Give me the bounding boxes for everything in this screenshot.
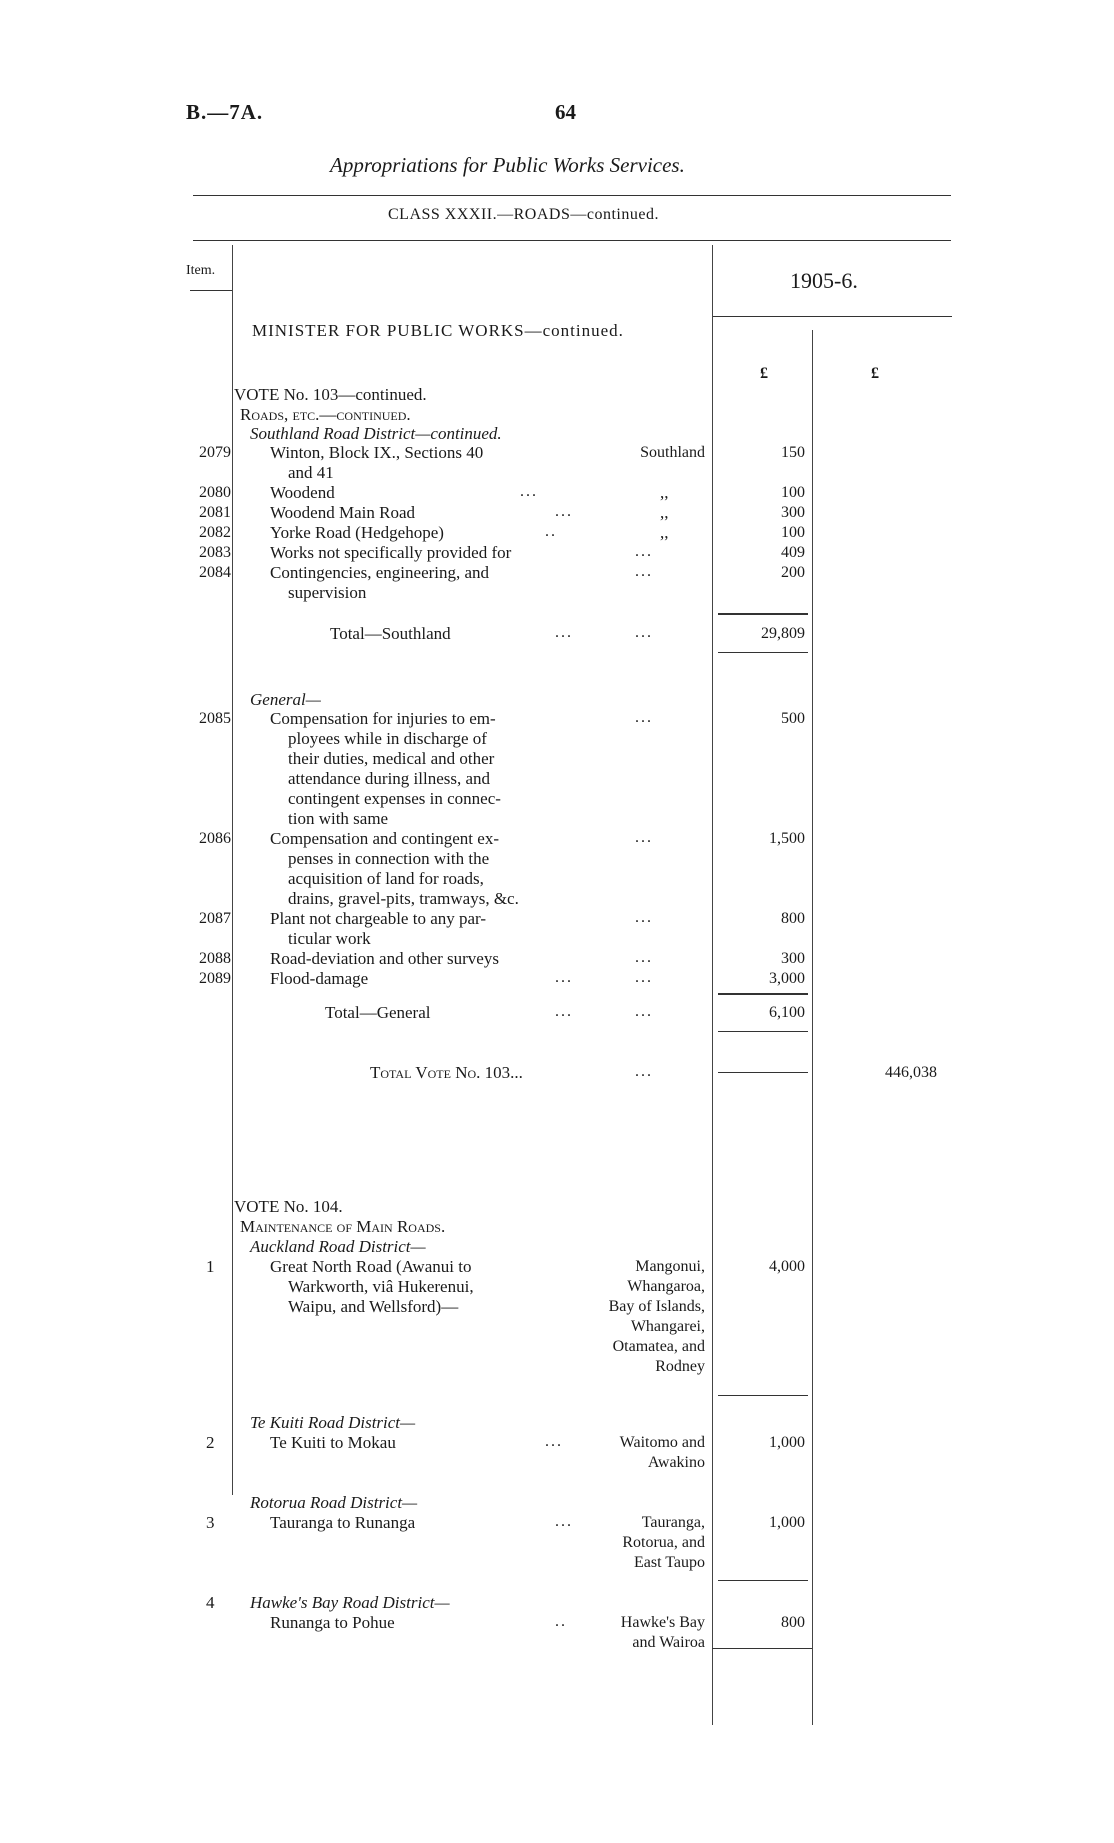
class-title: CLASS XXXII.—ROADS—continued. bbox=[388, 206, 659, 223]
subtotal-rule bbox=[718, 613, 808, 615]
divider bbox=[190, 290, 232, 291]
item-amount: 150 bbox=[781, 444, 805, 461]
item-description: Waipu, and Wellsford)— bbox=[288, 1297, 459, 1316]
item-description: Te Kuiti to Mokau bbox=[270, 1433, 396, 1452]
year-column-header: 1905-6. bbox=[790, 268, 858, 293]
item-description: drains, gravel-pits, tramways, &c. bbox=[288, 889, 519, 908]
vote-title: VOTE No. 104. bbox=[234, 1197, 343, 1216]
leader-dots: ... bbox=[635, 949, 653, 966]
item-amount: 1,500 bbox=[769, 830, 805, 847]
item-description: Tauranga to Runanga bbox=[270, 1513, 416, 1532]
item-location: ,, bbox=[660, 483, 669, 502]
leader-dots: .. bbox=[555, 1613, 567, 1630]
district-heading: Auckland Road District— bbox=[250, 1237, 426, 1256]
rule bbox=[232, 245, 233, 1495]
pound-column-1: £ bbox=[760, 365, 768, 382]
item-description: contingent expenses in connec- bbox=[288, 789, 501, 808]
divider bbox=[712, 316, 952, 317]
leader-dots: .. bbox=[545, 523, 557, 540]
item-amount: 200 bbox=[781, 564, 805, 581]
item-description: Plant not chargeable to any par- bbox=[270, 909, 487, 928]
item-location: and Wairoa bbox=[632, 1634, 705, 1651]
item-number: 2084 bbox=[199, 564, 231, 581]
pound-column-2: £ bbox=[871, 365, 879, 382]
page-title: Appropriations for Public Works Services. bbox=[330, 153, 685, 177]
item-location: Awakino bbox=[647, 1454, 705, 1471]
leader-dots: ... bbox=[520, 483, 538, 500]
general-heading: General— bbox=[250, 690, 321, 709]
total-vote-amount: 446,038 bbox=[885, 1064, 937, 1081]
item-description: and 41 bbox=[288, 463, 334, 482]
item-number: 2089 bbox=[199, 970, 231, 987]
item-location: Otamatea, and bbox=[612, 1338, 705, 1355]
vote-title: VOTE No. 103—continued. bbox=[234, 385, 427, 404]
total-southland-amount: 29,809 bbox=[761, 625, 805, 642]
item-description: their duties, medical and other bbox=[288, 749, 495, 768]
leader-dots: ... bbox=[555, 503, 573, 520]
item-amount: 1,000 bbox=[769, 1514, 805, 1531]
divider bbox=[193, 240, 951, 241]
document-reference: B.—7A. bbox=[186, 100, 264, 124]
total-general-amount: 6,100 bbox=[769, 1004, 805, 1021]
item-number: 2083 bbox=[199, 544, 231, 561]
district-heading: Rotorua Road District— bbox=[250, 1493, 418, 1512]
page-number: 64 bbox=[555, 100, 576, 124]
item-description: ployees while in discharge of bbox=[288, 729, 487, 748]
item-number: 2 bbox=[206, 1433, 215, 1452]
item-number: 3 bbox=[206, 1513, 215, 1532]
item-location: ,, bbox=[660, 523, 669, 542]
item-description: Flood-damage bbox=[270, 969, 369, 988]
item-description: attendance during illness, and bbox=[288, 769, 491, 788]
item-number: 2085 bbox=[199, 710, 231, 727]
subtotal-rule bbox=[712, 1648, 812, 1649]
item-amount: 300 bbox=[781, 504, 805, 521]
item-description: Great North Road (Awanui to bbox=[270, 1257, 472, 1276]
leader-dots: ... bbox=[635, 709, 653, 726]
item-description: Works not specifically provided for bbox=[270, 543, 512, 562]
leader-dots: ... bbox=[555, 969, 573, 986]
item-amount: 1,000 bbox=[769, 1434, 805, 1451]
item-location: Bay of Islands, bbox=[608, 1298, 705, 1315]
vote-subtitle: Maintenance of Main Roads. bbox=[240, 1217, 446, 1236]
item-location: Whangaroa, bbox=[627, 1278, 705, 1295]
leader-dots: ... bbox=[635, 1003, 653, 1020]
item-amount: 4,000 bbox=[769, 1258, 805, 1275]
item-location: Mangonui, bbox=[635, 1258, 705, 1275]
item-location: East Taupo bbox=[633, 1554, 705, 1571]
item-location: Rotorua, and bbox=[622, 1534, 705, 1551]
item-description: Woodend bbox=[270, 483, 335, 502]
item-description: Warkworth, viâ Hukerenui, bbox=[288, 1277, 474, 1296]
item-number: 2082 bbox=[199, 524, 231, 541]
leader-dots: ... bbox=[635, 563, 653, 580]
subtotal-rule bbox=[718, 993, 808, 995]
leader-dots: ... bbox=[545, 1433, 563, 1450]
item-description: Compensation for injuries to em- bbox=[270, 709, 496, 728]
item-description: tion with same bbox=[288, 809, 389, 828]
item-number: 2086 bbox=[199, 830, 231, 847]
subtotal-rule bbox=[718, 652, 808, 653]
item-location: Southland bbox=[640, 444, 705, 461]
item-number: 2081 bbox=[199, 504, 231, 521]
item-number: 2088 bbox=[199, 950, 231, 967]
district-heading: Hawke's Bay Road District— bbox=[250, 1593, 450, 1612]
item-number: 2079 bbox=[199, 444, 231, 461]
item-description: Runanga to Pohue bbox=[270, 1613, 395, 1632]
item-description: acquisition of land for roads, bbox=[288, 869, 484, 888]
item-location: Rodney bbox=[655, 1358, 705, 1375]
item-amount: 3,000 bbox=[769, 970, 805, 987]
district-heading: Te Kuiti Road District— bbox=[250, 1413, 416, 1432]
item-description: Compensation and contingent ex- bbox=[270, 829, 499, 848]
item-description: Road-deviation and other surveys bbox=[270, 949, 499, 968]
item-description: Yorke Road (Hedgehope) bbox=[270, 523, 444, 542]
item-location: Hawke's Bay bbox=[620, 1614, 705, 1631]
rule bbox=[812, 330, 813, 1725]
leader-dots: ... bbox=[555, 1513, 573, 1530]
minister-heading: MINISTER FOR PUBLIC WORKS—continued. bbox=[252, 321, 624, 340]
item-location: ,, bbox=[660, 503, 669, 522]
item-number: 2087 bbox=[199, 910, 231, 927]
district-heading: Southland Road District—continued. bbox=[250, 424, 502, 443]
subtotal-rule bbox=[718, 1031, 808, 1032]
item-amount: 800 bbox=[781, 910, 805, 927]
item-amount: 100 bbox=[781, 484, 805, 501]
rule bbox=[712, 245, 713, 1725]
subtotal-rule bbox=[718, 1395, 808, 1396]
item-number: 4 bbox=[206, 1593, 215, 1612]
total-general-label: Total—General bbox=[325, 1003, 431, 1022]
total-southland-label: Total—Southland bbox=[330, 624, 451, 643]
leader-dots: ... bbox=[555, 1003, 573, 1020]
item-amount: 100 bbox=[781, 524, 805, 541]
leader-dots: ... bbox=[635, 543, 653, 560]
item-number: 1 bbox=[206, 1257, 215, 1276]
item-description: Woodend Main Road bbox=[270, 503, 415, 522]
item-amount: 800 bbox=[781, 1614, 805, 1631]
subtotal-rule bbox=[718, 1580, 808, 1581]
item-number: 2080 bbox=[199, 484, 231, 501]
vote-subtitle: Roads, etc.—continued. bbox=[240, 405, 411, 424]
item-amount: 409 bbox=[781, 544, 805, 561]
item-location: Waitomo and bbox=[619, 1434, 705, 1451]
leader-dots: ... bbox=[635, 909, 653, 926]
leader-dots: ... bbox=[635, 829, 653, 846]
item-amount: 300 bbox=[781, 950, 805, 967]
total-vote-label: Total Vote No. 103... bbox=[370, 1063, 523, 1082]
leader-dots: ... bbox=[635, 624, 653, 641]
item-description: Winton, Block IX., Sections 40 bbox=[270, 443, 484, 462]
leader-dots: ... bbox=[555, 624, 573, 641]
total-rule bbox=[718, 1072, 808, 1073]
item-column-header: Item. bbox=[186, 263, 216, 278]
leader-dots: ... bbox=[635, 1063, 653, 1080]
item-amount: 500 bbox=[781, 710, 805, 727]
item-location: Whangarei, bbox=[630, 1318, 705, 1335]
item-description: ticular work bbox=[288, 929, 371, 948]
item-description: Contingencies, engineering, and bbox=[270, 563, 490, 582]
item-description: penses in connection with the bbox=[288, 849, 490, 868]
item-description: supervision bbox=[288, 583, 367, 602]
divider bbox=[193, 195, 951, 196]
item-location: Tauranga, bbox=[641, 1514, 705, 1531]
leader-dots: ... bbox=[635, 969, 653, 986]
